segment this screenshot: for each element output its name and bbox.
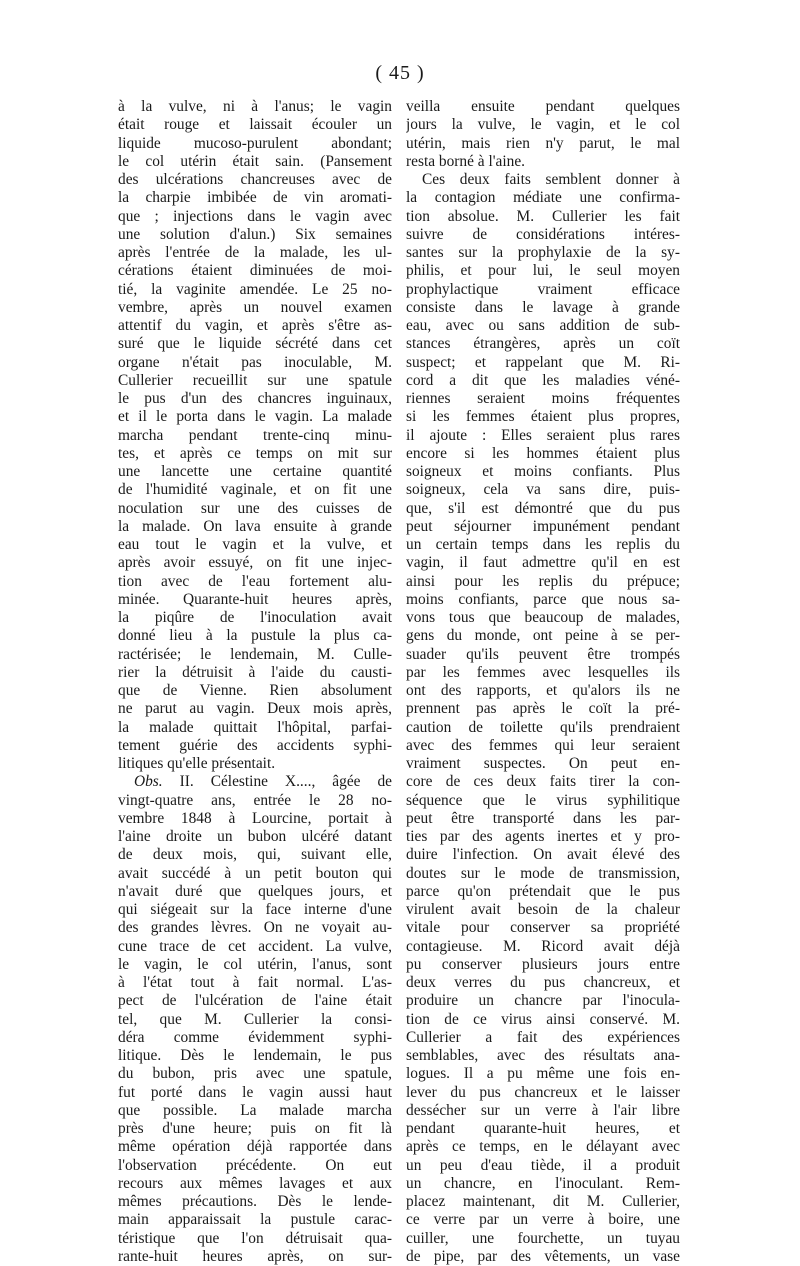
text-line: parce qu'on prétendait que le pus (406, 882, 680, 900)
text-line: tion avec de l'eau fortement alu- (118, 572, 392, 590)
text-line: pu conserver plusieurs jours entre (406, 955, 680, 973)
text-line: santes sur la prophylaxie de la sy- (406, 244, 680, 261)
text-line: que possible. La malade marcha (118, 1101, 392, 1119)
text-line: près d'une heure; puis on fit là (118, 1120, 392, 1137)
text-line: il ajoute : Elles seraient plus rares (406, 426, 680, 444)
text-line: vagin, il faut admettre qu'il en est (406, 554, 680, 572)
text-line: soigneux, cela va sans dire, puis- (406, 481, 680, 499)
text-line: cune trace de cet accident. La vulve, (118, 937, 392, 955)
text-line: ce verre par un verre à boire, une (406, 1211, 680, 1229)
text-line: vons tous que beaucoup de malades, (406, 609, 680, 626)
text-line: deux verres du pus chancreux, et (406, 974, 680, 991)
text-line: Cullerier recueillit sur une spatule (118, 371, 392, 389)
text-line: caution de toilette qu'ils prendraient (406, 718, 680, 736)
text-line: par les femmes avec lesquelles ils (406, 663, 680, 681)
text-line: philis, et pour lui, le seul moyen (406, 262, 680, 280)
text-line: vembre 1848 à Lourcine, portait à (118, 809, 392, 827)
text-line: tement guérie des accidents syphi- (118, 736, 392, 754)
text-line: doutes sur le mode de transmission, (406, 864, 680, 882)
text-line: Cullerier a fait des expériences (406, 1028, 680, 1046)
text-line: utérin, mais rien n'y parut, le mal (406, 134, 680, 152)
text-line: resta borné à l'aine. (406, 152, 525, 170)
text-line: vingt-quatre ans, entrée le 28 no- (118, 791, 392, 809)
text-line: la contagion médiate une confirma- (406, 189, 680, 207)
text-line: contagieuse. M. Ricord avait déjà (406, 937, 680, 955)
text-line: eau tout le vagin et la vulve, et (118, 536, 392, 553)
text-line: du bubon, pris avec une spatule, (118, 1065, 392, 1083)
text-line: tion absolue. M. Cullerier les fait (406, 207, 680, 225)
text-line: organe n'était pas inoculable, M. (118, 353, 392, 371)
text-line: lever du pus chancreux et le laisser (406, 1083, 680, 1101)
text-line: de l'humidité vaginale, et on fit une (118, 481, 392, 499)
text-line: si les femmes étaient plus propres, (406, 408, 680, 426)
text-line: peut être transporté dans les par- (406, 809, 680, 827)
text-line: rante-huit heures après, on sur- (118, 1247, 392, 1265)
right-column (406, 98, 680, 1266)
text-line: pect de l'ulcération de l'aine était (118, 992, 392, 1010)
text-line: vitale pour conserver sa propriété (406, 919, 680, 937)
text-line: dessécher sur un verre à l'air libre (406, 1101, 680, 1119)
left-column (118, 98, 392, 1266)
text-line: la malade quittait l'hôpital, parfai- (118, 718, 392, 736)
text-line: tel, que M. Cullerier la consi- (118, 1010, 392, 1028)
text-line: le col utérin était sain. (Pansement (118, 152, 392, 170)
text-line: noculation sur une des cuisses de (118, 499, 392, 517)
text-line: ne parut au vagin. Deux mois après, (118, 700, 392, 718)
text-line: riennes seraient moins fréquentes (406, 390, 680, 407)
text-line: veilla ensuite pendant quelques (406, 98, 680, 115)
text-line: produire un chancre par l'inocula- (406, 992, 680, 1010)
text-line: cérations étaient diminuées de moi- (118, 262, 392, 280)
text-line: Ces deux faits semblent donner à (422, 171, 680, 188)
text-line: tes, et après ce temps on mit sur (118, 444, 392, 462)
text-line: après avoir essuyé, on fit une injec- (118, 554, 392, 572)
text-line: même opération déjà rapportée dans (118, 1138, 392, 1156)
text-line: recours aux mêmes lavages et aux (118, 1174, 392, 1192)
text-line: un peu d'eau tiède, il a produit (406, 1156, 680, 1174)
text-line: placez maintenant, dit M. Cullerier, (406, 1193, 680, 1210)
text-line: moins confiants, parce que nous sa- (406, 590, 680, 608)
text-line: à l'état tout à fait normal. L'as- (118, 974, 392, 991)
text-line: eau, avec ou sans addition de sub- (406, 317, 680, 334)
text-line: un chancre, en l'inoculant. Rem- (406, 1174, 680, 1192)
text-line: encore si les hommes étaient plus (406, 444, 680, 462)
text-line: gens du monde, ont peine à se per- (406, 627, 680, 645)
text-line: que ; injections dans le vagin avec (118, 207, 392, 225)
text-line: un certain temps dans les replis du (406, 536, 680, 553)
text-line: à la vulve, ni à l'anus; le vagin (118, 98, 392, 115)
text-line: rier la détruisit à l'aide du causti- (118, 663, 392, 681)
text-line: de pipe, par des vêtements, un vase (406, 1247, 680, 1265)
text-line: vembre, après un nouvel examen (118, 298, 392, 316)
text-line: prennent pas après le coït la pré- (406, 700, 680, 718)
text-line: après ce temps, en le délayant avec (406, 1138, 680, 1156)
text-line: avait succédé à un petit bouton qui (118, 864, 392, 882)
text-line: stances étrangères, après un coït (406, 335, 680, 353)
text-line: le pus d'un des chancres inguinaux, (118, 390, 392, 407)
text-line: attentif du vagin, et après s'être as- (118, 317, 392, 334)
text-line: et il le porta dans le vagin. La malade (118, 408, 392, 426)
text-line: avec des femmes qui leur seraient (406, 736, 680, 754)
text-line: l'aine droite un bubon ulcéré datant (118, 828, 392, 845)
text-line: séquence que le virus syphilitique (406, 791, 680, 809)
text-line: de deux mois, qui, suivant elle, (118, 846, 392, 864)
text-line: suivre de considérations intéres- (406, 225, 680, 243)
text-line: ainsi pour les replis du prépuce; (406, 572, 680, 590)
text-line: litique. Dès le lendemain, le pus (118, 1047, 392, 1064)
text-line: donné lieu à la pustule la plus ca- (118, 627, 392, 645)
text-line: des grandes lèvres. On ne voyait au- (118, 919, 392, 937)
text-line: la malade. On lava ensuite à grande (118, 517, 392, 535)
text-line: minée. Quarante-huit heures après, (118, 590, 392, 608)
text-line: core de ces deux faits tirer la con- (406, 773, 680, 791)
text-line: soigneux et moins confiants. Plus (406, 463, 680, 480)
text-line: peut séjourner impunément pendant (406, 517, 680, 535)
text-line: jours la vulve, le vagin, et le col (406, 116, 680, 134)
text-line: n'avait duré que quelques jours, et (118, 882, 392, 900)
page-number: ( 45 ) (375, 62, 425, 84)
text-line: prophylactique vraiment efficace (406, 280, 680, 298)
text-line: virulent avait besoin de la chaleur (406, 901, 680, 918)
text-line: le vagin, le col utérin, l'anus, sont (118, 955, 392, 973)
text-line: vraiment suspectes. On peut en- (406, 755, 680, 772)
text-line: qui siégeait sur la face interne d'une (118, 901, 392, 918)
text-line: la charpie imbibée de vin aromati- (118, 189, 392, 207)
text-line: suré que le liquide sécrété dans cet (118, 335, 392, 353)
text-line: litiques qu'elle présentait. (118, 755, 276, 772)
text-line: semblables, avec des résultats ana- (406, 1047, 680, 1064)
text-line: ont des rapports, et qu'alors ils ne (406, 682, 680, 699)
text-line: téristique que l'on détruisait qua- (118, 1229, 392, 1247)
text-line: duire l'infection. On avait élevé des (406, 846, 680, 864)
text-line: une lancette une certaine quantité (118, 463, 392, 480)
text-line: liquide mucoso-purulent abondant; (118, 134, 392, 152)
text-line: tion de ce virus ainsi conservé. M. (406, 1010, 680, 1028)
text-line: l'observation précédente. On eut (118, 1156, 392, 1174)
text-line: suader qu'ils peuvent être trompés (406, 645, 680, 663)
text-line: main apparaissait la pustule carac- (118, 1211, 392, 1229)
text-line: était rouge et laissait écouler un (118, 116, 392, 134)
text-line: suspect; et rappelant que M. Ri- (406, 353, 680, 371)
text-line: marcha pendant trente-cinq minu- (118, 426, 392, 444)
text-line: tié, la vaginite amendée. Le 25 no- (118, 280, 392, 298)
text-line: une solution d'alun.) Six semaines (118, 225, 392, 243)
text-line: ties par des agents inertes et y pro- (406, 828, 680, 845)
text-line: consiste dans le lavage à grande (406, 298, 680, 316)
text-line: cord a dit que les maladies véné- (406, 371, 680, 389)
text-line: la piqûre de l'inoculation avait (118, 609, 392, 626)
text-line: mêmes précautions. Dès le lende- (118, 1193, 392, 1210)
text-line: que de Vienne. Rien absolument (118, 682, 392, 699)
text-line: cuiller, une fourchette, un tuyau (406, 1229, 680, 1247)
text-line: ractérisée; le lendemain, M. Culle- (118, 645, 392, 663)
text-line: fut porté dans le vagin aussi haut (118, 1083, 392, 1101)
text-line: pendant quarante-huit heures, et (406, 1120, 680, 1137)
text-line: après l'entrée de la malade, les ul- (118, 244, 392, 261)
text-line: logues. Il a pu même une fois en- (406, 1065, 680, 1083)
text-line: des ulcérations chancreuses avec de (118, 171, 392, 188)
text-line: que, s'il est démontré que du pus (406, 499, 680, 517)
text-line: déra comme évidemment syphi- (118, 1028, 392, 1046)
text-line: Obs. II. Célestine X...., âgée de (134, 773, 392, 791)
